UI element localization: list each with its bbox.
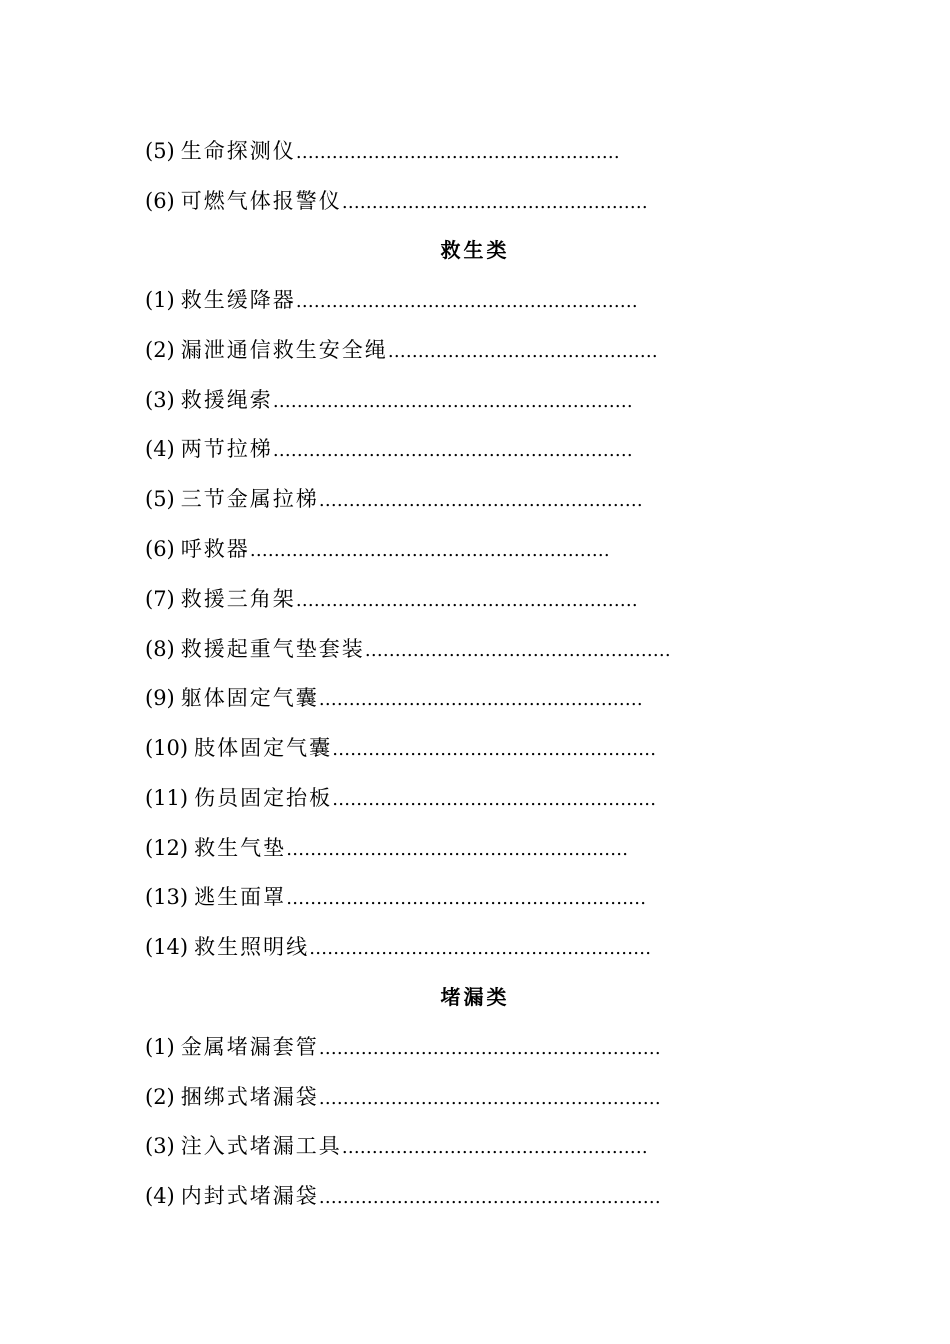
leader-dots: …………………………………………………: [286, 839, 629, 860]
item-text: 救生缓降器: [180, 288, 296, 312]
leader-dots: ………………………………………………: [332, 739, 657, 760]
item-number: (5): [145, 487, 175, 511]
item-text: 躯体固定气囊: [180, 686, 319, 710]
leader-dots: ………………………………………: [387, 341, 658, 362]
item-text: 救援绳索: [180, 388, 273, 412]
leader-dots: ………………………………………………: [318, 490, 643, 511]
item-number: (4): [145, 437, 175, 461]
section-heading-plug: 堵漏类: [440, 985, 510, 1009]
leader-dots: ………………………………………………: [318, 689, 643, 710]
item-text: 救生照明线: [194, 935, 310, 959]
list-item: [145, 1181, 661, 1211]
list-item: [145, 335, 658, 365]
leader-dots: ……………………………………………………: [286, 888, 647, 909]
item-text: 伤员固定抬板: [194, 786, 333, 810]
item-number: (4): [145, 1184, 175, 1208]
item-text: 肢体固定气囊: [194, 736, 333, 760]
list-item: [145, 1082, 661, 1112]
item-number: (2): [145, 338, 175, 362]
leader-dots: ……………………………………………: [341, 192, 648, 213]
list-item: [145, 683, 643, 713]
item-text: 逃生面罩: [194, 885, 287, 909]
leader-dots: …………………………………………………: [318, 1187, 661, 1208]
item-text: 救援起重气垫套装: [180, 637, 365, 661]
item-text: 注入式堵漏工具: [180, 1134, 342, 1158]
list-item: [145, 733, 656, 763]
list-item: [145, 1032, 661, 1062]
item-number: (3): [145, 388, 175, 412]
item-number: (1): [145, 1035, 175, 1059]
item-number: (2): [145, 1085, 175, 1109]
section-heading-rescue: 救生类: [440, 238, 510, 262]
leader-dots: ……………………………………………………: [272, 391, 633, 412]
item-number: (1): [145, 288, 175, 312]
leader-dots: ……………………………………………………: [272, 440, 633, 461]
list-item: [145, 783, 656, 813]
item-number: (3): [145, 1134, 175, 1158]
item-text: 生命探测仪: [180, 139, 296, 163]
list-item: [145, 534, 610, 564]
item-text: 金属堵漏套管: [180, 1035, 319, 1059]
item-number: (12): [145, 836, 189, 860]
item-number: (10): [145, 736, 189, 760]
list-item: [145, 1131, 648, 1161]
item-number: (11): [145, 786, 189, 810]
list-item: [145, 584, 638, 614]
list-item: [145, 285, 638, 315]
item-text: 三节金属拉梯: [180, 487, 319, 511]
item-number: (6): [145, 189, 175, 213]
leader-dots: …………………………………………………: [318, 1088, 661, 1109]
leader-dots: …………………………………………………: [295, 590, 638, 611]
item-text: 可燃气体报警仪: [180, 189, 342, 213]
leader-dots: ……………………………………………: [364, 640, 671, 661]
item-number: (8): [145, 637, 175, 661]
list-item: [145, 634, 671, 664]
list-item: [145, 136, 620, 166]
item-text: 两节拉梯: [180, 437, 273, 461]
list-item: [145, 385, 633, 415]
leader-dots: ……………………………………………: [341, 1137, 648, 1158]
item-number: (14): [145, 935, 189, 959]
leader-dots: ……………………………………………………: [249, 540, 610, 561]
item-number: (6): [145, 537, 175, 561]
item-number: (13): [145, 885, 189, 909]
list-item: [145, 186, 648, 216]
leader-dots: …………………………………………………: [318, 1038, 661, 1059]
item-number: (9): [145, 686, 175, 710]
list-item: [145, 882, 646, 912]
item-text: 漏泄通信救生安全绳: [180, 338, 388, 362]
item-number: (5): [145, 139, 175, 163]
item-text: 内封式堵漏袋: [180, 1184, 319, 1208]
list-item: [145, 484, 643, 514]
leader-dots: …………………………………………………: [295, 291, 638, 312]
leader-dots: …………………………………………………: [309, 938, 652, 959]
list-item: [145, 932, 651, 962]
item-number: (7): [145, 587, 175, 611]
leader-dots: ………………………………………………: [295, 142, 620, 163]
list-item: [145, 434, 633, 464]
leader-dots: ………………………………………………: [332, 789, 657, 810]
item-text: 救援三角架: [180, 587, 296, 611]
list-item: [145, 833, 628, 863]
item-text: 捆绑式堵漏袋: [180, 1085, 319, 1109]
item-text: 呼救器: [180, 537, 250, 561]
item-text: 救生气垫: [194, 836, 287, 860]
